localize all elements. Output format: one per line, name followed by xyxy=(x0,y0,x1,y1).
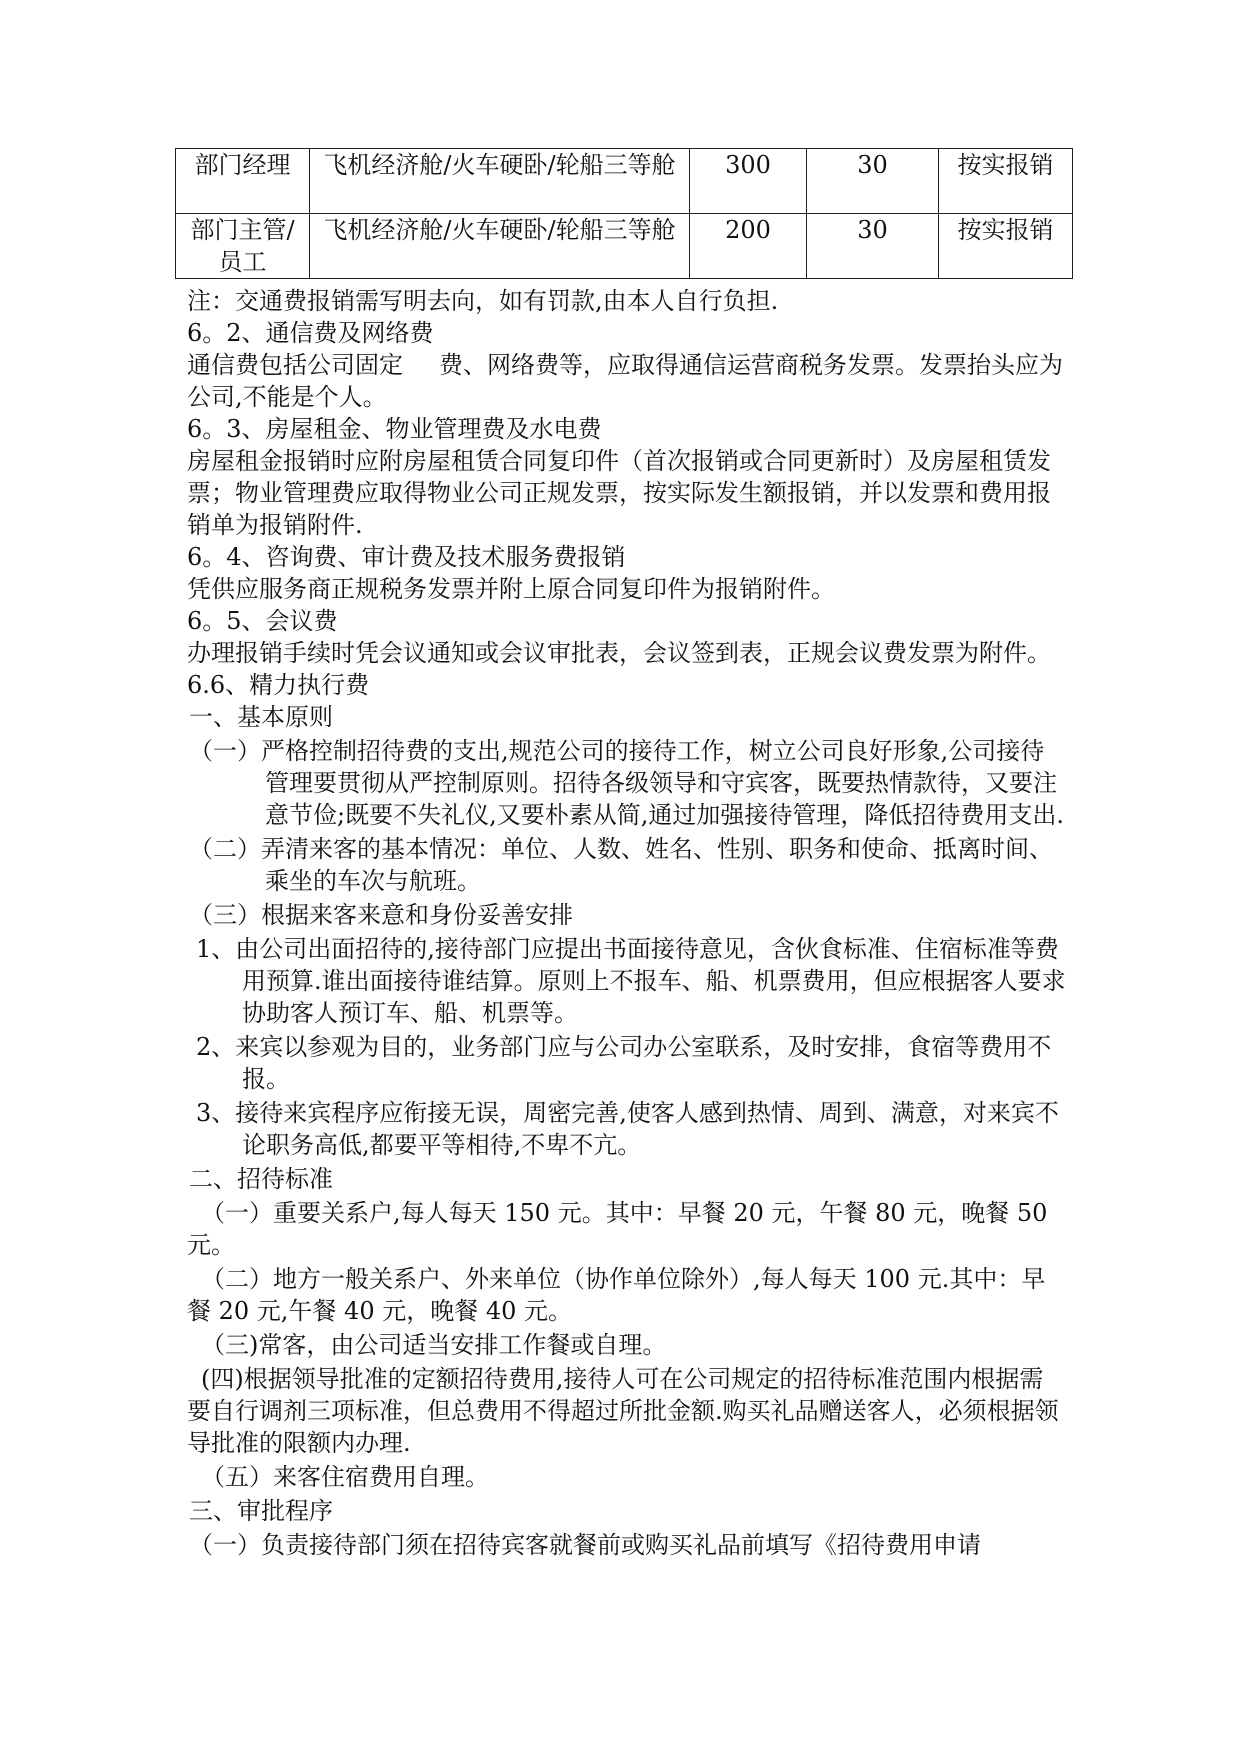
heading-hospitality-standard: 二、招待标准 xyxy=(189,1165,333,1193)
table-cell-lodging: 200 xyxy=(690,214,807,279)
table-cell-position: 部门主管/员工 xyxy=(176,214,310,279)
principle-item-2: （二）弄清来客的基本情况：单位、人数、姓名、性别、职务和使命、抵离时间、乘坐的车次与航班。 xyxy=(189,835,1053,895)
section-body-6-2 xyxy=(187,349,1067,413)
section-title-6-6: 6.6、精力执行费 xyxy=(187,671,370,699)
section-body-6-3: 房屋租金报销时应附房屋租赁合同复印件（首次报销或合同更新时）及房屋租赁发票；物业管理费应取得物业公司正规发票，按实际发生额报销，并以发票和费用报销单为报销附件. xyxy=(187,447,1051,539)
table-cell-local-transport: 按实报销 xyxy=(939,214,1073,279)
table-cell-local-transport: 按实报销 xyxy=(939,149,1073,214)
approval-item-1: （一）负责接待部门须在招待宾客就餐前或购买礼品前填写《招待费用申请 xyxy=(189,1531,981,1559)
heading-approval-procedure: 三、审批程序 xyxy=(189,1497,333,1525)
document-body xyxy=(187,285,1067,1561)
table-row xyxy=(176,214,1073,279)
section-body-6-2-part-b: 费、网络费等，应取得通信运营商税务发票。发票抬头应为公司,不能是个人。 xyxy=(187,351,1063,411)
travel-standard-table xyxy=(175,148,1073,279)
principle-item-1: （一）严格控制招待费的支出,规范公司的接待工作，树立公司良好形象,公司接待管理要贯彻从严控制原则。招待各级领导和守宾客，既要热情款待，又要注意节俭;既要不失礼仪,又要朴素从简,通过加强接待管理，降低招待费用支出. xyxy=(189,737,1064,829)
table-row xyxy=(176,149,1073,214)
standard-item-2: （二）地方一般关系户、外来单位（协作单位除外）,每人每天 100 元.其中：早餐 20 元,午餐 40 元，晚餐 40 元。 xyxy=(187,1265,1046,1325)
heading-basic-principles: 一、基本原则 xyxy=(189,703,333,731)
section-body-6-5: 办理报销手续时凭会议通知或会议审批表，会议签到表，正规会议费发票为附件。 xyxy=(187,639,1051,667)
principle-subitem-2: 2、来宾以参观为目的，业务部门应与公司办公室联系，及时安排，食宿等费用不报。 xyxy=(196,1033,1052,1093)
standard-item-5: （五）来客住宿费用自理。 xyxy=(201,1463,489,1491)
section-title-6-3: 6。3、房屋租金、物业管理费及水电费 xyxy=(187,415,602,443)
section-body-6-4: 凭供应服务商正规税务发票并附上原合同复印件为报销附件。 xyxy=(187,575,835,603)
principle-subitem-1: 1、由公司出面招待的,接待部门应提出书面接待意见，含伙食标准、住宿标准等费用预算.谁出面接待谁结算。原则上不报车、船、机票费用，但应根据客人要求协助客人预订车、船、机票等。 xyxy=(196,935,1066,1027)
table-cell-allowance: 30 xyxy=(807,214,939,279)
section-title-6-5: 6。5、会议费 xyxy=(187,607,338,635)
table-cell-transport: 飞机经济舱/火车硬卧/轮船三等舱 xyxy=(310,214,690,279)
principle-subitem-3: 3、接待来宾程序应衔接无误，周密完善,使客人感到热情、周到、满意，对来宾不论职务高低,都要平等相待,不卑不亢。 xyxy=(196,1099,1059,1159)
table-cell-transport: 飞机经济舱/火车硬卧/轮船三等舱 xyxy=(310,149,690,214)
table-note: 注：交通费报销需写明去向，如有罚款,由本人自行负担. xyxy=(187,287,779,315)
standard-item-4: (四)根据领导批准的定额招待费用,接待人可在公司规定的招待标准范围内根据需要自行调剂三项标准，但总费用不得超过所批金额.购买礼品赠送客人，必须根据领导批准的限额内办理. xyxy=(187,1365,1059,1457)
table-cell-position: 部门经理 xyxy=(176,149,310,214)
table-cell-allowance: 30 xyxy=(807,149,939,214)
section-title-6-4: 6。4、咨询费、审计费及技术服务费报销 xyxy=(187,543,626,571)
section-title-6-2: 6。2、通信费及网络费 xyxy=(187,319,434,347)
table-cell-lodging: 300 xyxy=(690,149,807,214)
section-body-6-2-part-a: 通信费包括公司固定 xyxy=(187,351,403,379)
principle-item-3: （三）根据来客来意和身份妥善安排 xyxy=(189,901,573,929)
standard-item-1: （一）重要关系户,每人每天 150 元。其中：早餐 20 元，午餐 80 元，晚餐 50 元。 xyxy=(187,1199,1048,1259)
standard-item-3: （三)常客，由公司适当安排工作餐或自理。 xyxy=(201,1331,667,1359)
